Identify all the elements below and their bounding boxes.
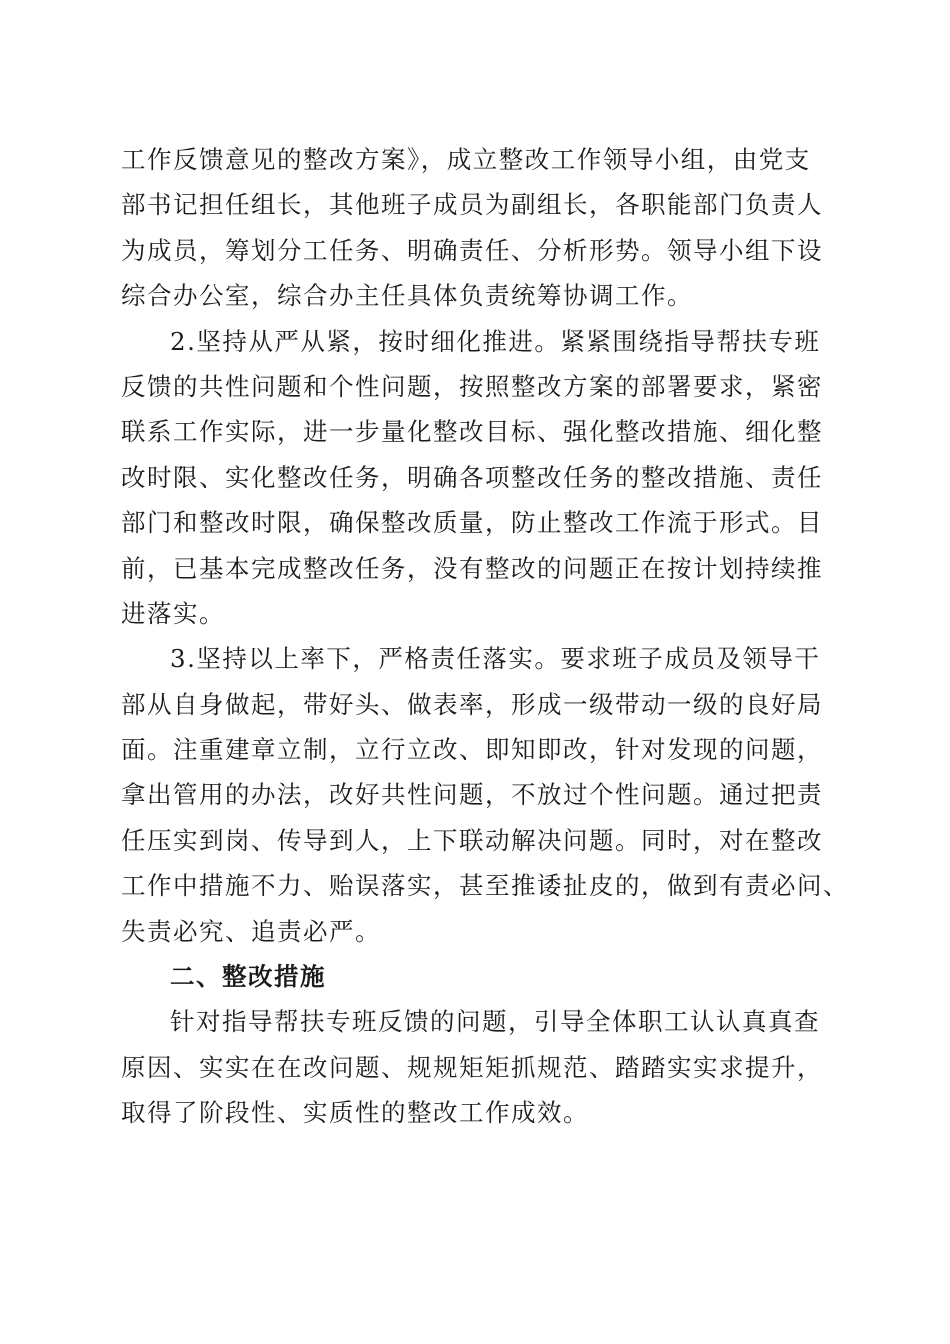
- paragraph-4: [121, 999, 833, 1135]
- text-line: 失责必究、追责必严。: [121, 916, 381, 946]
- text-line: 进落实。: [121, 598, 225, 628]
- text-line: 任压实到岗、传导到人，上下联动解决问题。同时，对在整改: [121, 825, 823, 855]
- text-line: 改时限、实化整改任务，明确各项整改任务的整改措施、责任: [121, 462, 823, 492]
- text-line: 部门和整改时限，确保整改质量，防止整改工作流于形式。目: [121, 508, 823, 538]
- text-line: 联系工作实际，进一步量化整改目标、强化整改措施、细化整: [121, 417, 823, 447]
- paragraph-3: [121, 636, 849, 954]
- paragraph-p1-continued: [121, 137, 833, 319]
- document-page: [121, 137, 849, 1136]
- text-line: 取得了阶段性、实质性的整改工作成效。: [121, 1098, 589, 1128]
- text-line: 前，已基本完成整改任务，没有整改的问题正在按计划持续推: [121, 553, 823, 583]
- text-line: 3.坚持以上率下，严格责任落实。要求班子成员及领导干: [170, 644, 821, 674]
- text-line: 原因、实实在在改问题、规规矩矩抓规范、踏踏实实求提升，: [121, 1052, 823, 1082]
- section-heading: [121, 954, 833, 999]
- text-line: 2.坚持从严从紧，按时细化推进。紧紧围绕指导帮扶专班: [170, 326, 821, 356]
- text-line: 为成员，筹划分工任务、明确责任、分析形势。领导小组下设: [121, 235, 823, 265]
- text-line: 工作反馈意见的整改方案》，成立整改工作领导小组，由党支: [121, 145, 811, 174]
- section-heading-text: 二、整改措施: [170, 962, 326, 992]
- text-line: 部从自身做起，带好头、做表率，形成一级带动一级的良好局: [121, 689, 823, 719]
- text-line: 工作中措施不力、贻误落实，甚至推诿扯皮的，做到有责必问、: [121, 871, 849, 901]
- text-line: 针对指导帮扶专班反馈的问题，引导全体职工认认真真查: [170, 1007, 820, 1037]
- text-line: 反馈的共性问题和个性问题，按照整改方案的部署要求，紧密: [121, 371, 823, 401]
- text-line: 部书记担任组长，其他班子成员为副组长，各职能部门负责人: [121, 190, 823, 220]
- text-line: 面。注重建章立制，立行立改、即知即改，针对发现的问题，: [121, 735, 823, 765]
- text-line: 综合办公室，综合办主任具体负责统筹协调工作。: [121, 281, 693, 311]
- paragraph-2: [121, 319, 833, 637]
- text-line: 拿出管用的办法，改好共性问题，不放过个性问题。通过把责: [121, 780, 823, 810]
